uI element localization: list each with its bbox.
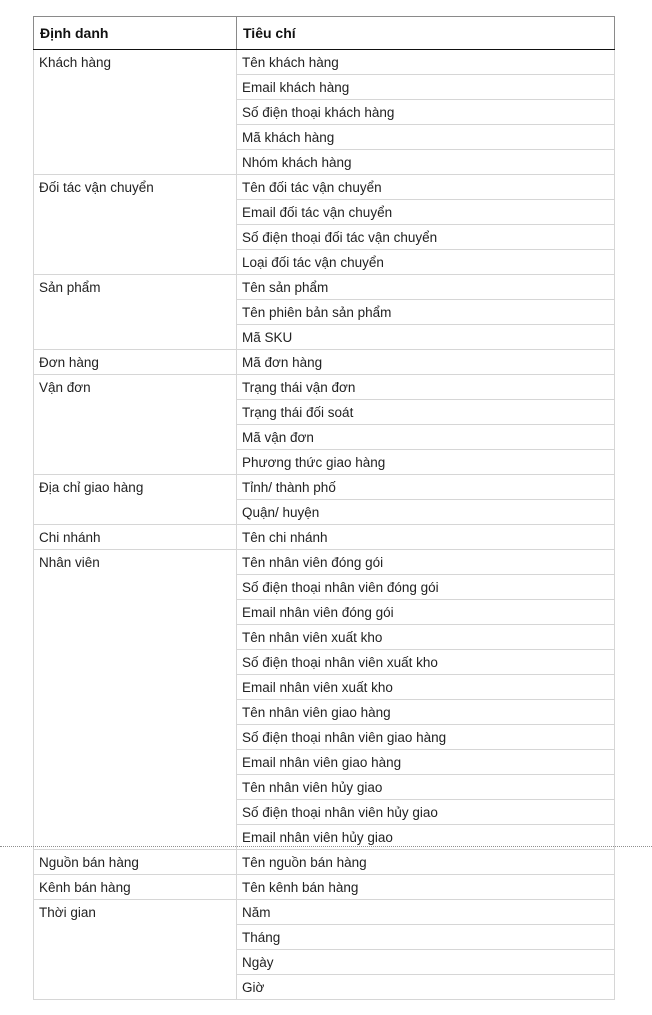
criteria-cell: Mã SKU: [237, 325, 615, 350]
identifier-cell: Địa chỉ giao hàng: [34, 475, 237, 525]
criteria-cell: Tên khách hàng: [237, 50, 615, 75]
table-row: [34, 850, 615, 875]
criteria-cell: Mã vận đơn: [237, 425, 615, 450]
criteria-cell: Quận/ huyện: [237, 500, 615, 525]
criteria-cell: Tên đối tác vận chuyển: [237, 175, 615, 200]
table-row: [34, 375, 615, 400]
criteria-cell: Phương thức giao hàng: [237, 450, 615, 475]
criteria-cell: Email nhân viên đóng gói: [237, 600, 615, 625]
criteria-cell: Tên nhân viên giao hàng: [237, 700, 615, 725]
identifier-cell: Thời gian: [34, 900, 237, 1000]
criteria-cell: Năm: [237, 900, 615, 925]
criteria-cell: Trạng thái vận đơn: [237, 375, 615, 400]
criteria-cell: Email nhân viên xuất kho: [237, 675, 615, 700]
table-row: [34, 525, 615, 550]
identifier-cell: Đối tác vận chuyển: [34, 175, 237, 275]
header-criteria: Tiêu chí: [237, 17, 615, 50]
table-row: [34, 50, 615, 75]
criteria-cell: Email nhân viên giao hàng: [237, 750, 615, 775]
criteria-cell: Giờ: [237, 975, 615, 1000]
criteria-cell: Ngày: [237, 950, 615, 975]
criteria-table: [33, 16, 615, 1000]
table-row: [34, 900, 615, 925]
criteria-cell: Nhóm khách hàng: [237, 150, 615, 175]
criteria-cell: Số điện thoại nhân viên đóng gói: [237, 575, 615, 600]
identifier-cell: Khách hàng: [34, 50, 237, 175]
criteria-cell: Email đối tác vận chuyển: [237, 200, 615, 225]
criteria-cell: Email khách hàng: [237, 75, 615, 100]
table-body: [34, 50, 615, 1000]
page-break-line: [0, 846, 652, 847]
table-row: [34, 475, 615, 500]
criteria-cell: Tỉnh/ thành phố: [237, 475, 615, 500]
criteria-cell: Tên chi nhánh: [237, 525, 615, 550]
identifier-cell: Sản phẩm: [34, 275, 237, 350]
identifier-cell: Vận đơn: [34, 375, 237, 475]
identifier-cell: Kênh bán hàng: [34, 875, 237, 900]
table-header: [34, 17, 615, 50]
criteria-cell: Trạng thái đối soát: [237, 400, 615, 425]
criteria-cell: Mã khách hàng: [237, 125, 615, 150]
identifier-cell: Đơn hàng: [34, 350, 237, 375]
table-row: [34, 875, 615, 900]
criteria-cell: Tên sản phẩm: [237, 275, 615, 300]
criteria-cell: Số điện thoại khách hàng: [237, 100, 615, 125]
criteria-cell: Số điện thoại nhân viên giao hàng: [237, 725, 615, 750]
criteria-cell: Tên nhân viên xuất kho: [237, 625, 615, 650]
criteria-cell: Số điện thoại nhân viên hủy giao: [237, 800, 615, 825]
criteria-cell: Số điện thoại đối tác vận chuyển: [237, 225, 615, 250]
criteria-cell: Email nhân viên hủy giao: [237, 825, 615, 850]
criteria-cell: Tên nguồn bán hàng: [237, 850, 615, 875]
identifier-cell: Nguồn bán hàng: [34, 850, 237, 875]
criteria-cell: Tên kênh bán hàng: [237, 875, 615, 900]
criteria-cell: Tháng: [237, 925, 615, 950]
table-row: [34, 175, 615, 200]
criteria-cell: Số điện thoại nhân viên xuất kho: [237, 650, 615, 675]
header-row: [34, 17, 615, 50]
identifier-cell: Chi nhánh: [34, 525, 237, 550]
table-row: [34, 550, 615, 575]
table-row: [34, 275, 615, 300]
criteria-cell: Tên nhân viên hủy giao: [237, 775, 615, 800]
criteria-cell: Mã đơn hàng: [237, 350, 615, 375]
criteria-cell: Tên phiên bản sản phẩm: [237, 300, 615, 325]
criteria-cell: Loại đối tác vận chuyển: [237, 250, 615, 275]
header-identifier: Định danh: [34, 17, 237, 50]
criteria-cell: Tên nhân viên đóng gói: [237, 550, 615, 575]
identifier-cell: Nhân viên: [34, 550, 237, 850]
table-row: [34, 350, 615, 375]
